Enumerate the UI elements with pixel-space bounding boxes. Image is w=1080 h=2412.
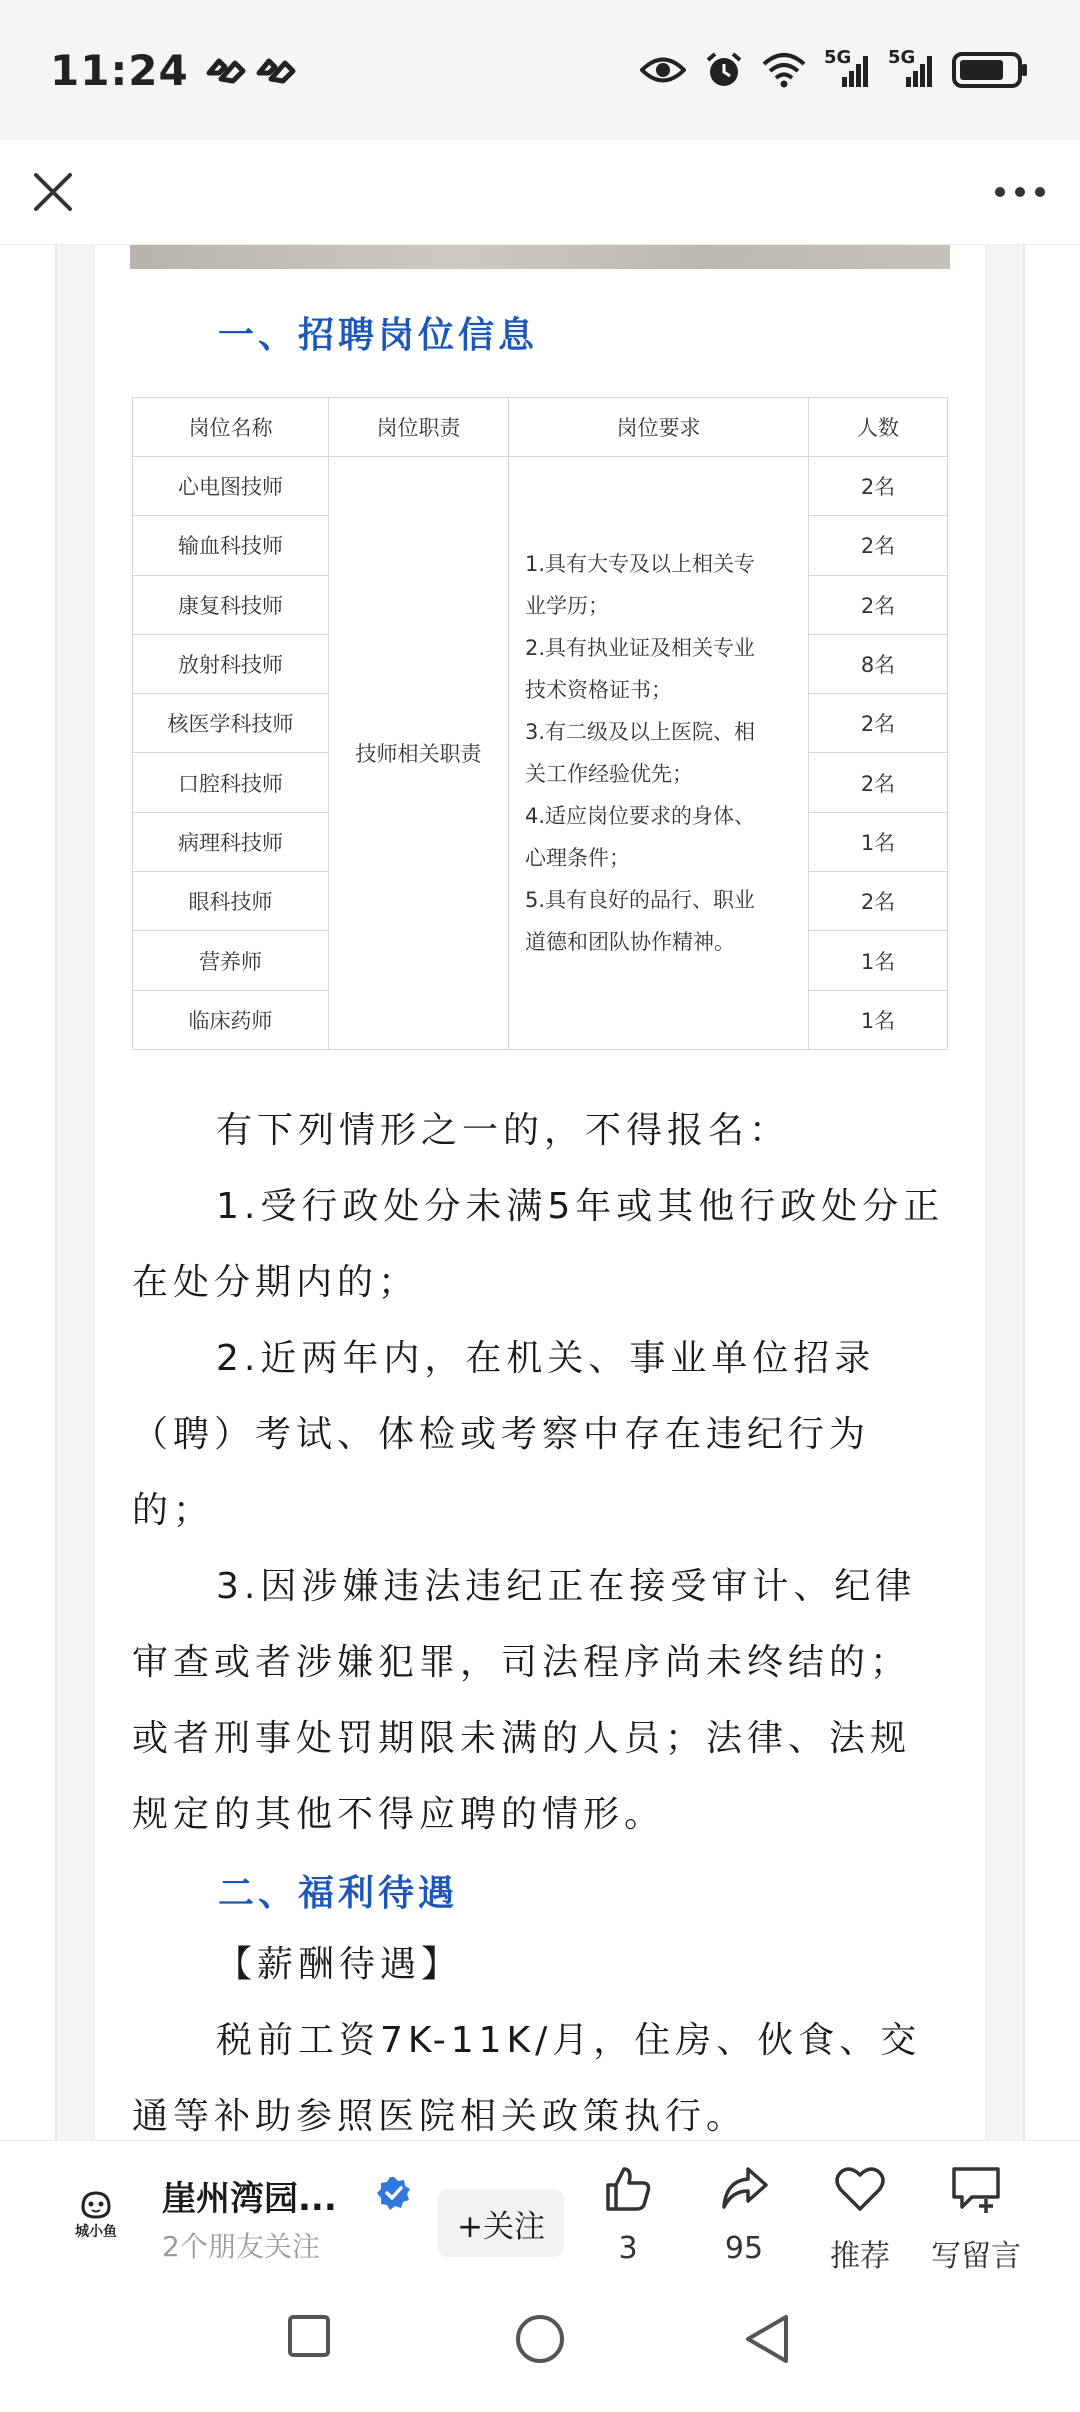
position-count: 8名 (809, 634, 948, 693)
position-name: 康复科技师 (133, 575, 329, 634)
disqualify-item: 2.近两年内，在机关、事业单位招录（聘）考试、体检或考察中存在违纪行为的； (132, 1338, 876, 1531)
position-name: 眼科技师 (133, 872, 329, 931)
eye-icon (640, 55, 686, 85)
requirement-line: 5.具有良好的品行、职业 (525, 887, 756, 912)
table-header: 岗位职责 (329, 398, 509, 457)
thumbs-up-icon (602, 2163, 654, 2219)
table-header: 人数 (809, 398, 948, 457)
avatar-text: 城小鱼 (75, 2224, 117, 2240)
position-name: 输血科技师 (133, 516, 329, 575)
requirement-line: 1.具有大专及以上相关专 (525, 551, 756, 576)
requirement-line: 心理条件； (525, 845, 630, 870)
battery-icon (952, 51, 1030, 89)
account-avatar[interactable] (64, 2183, 128, 2247)
position-count: 2名 (809, 694, 948, 753)
position-count: 2名 (809, 575, 948, 634)
requirement-line: 业学历； (525, 593, 609, 618)
position-count: 2名 (809, 872, 948, 931)
signal-5g-icon (888, 47, 934, 89)
article-content[interactable] (0, 245, 1080, 2140)
signal-5g-label: 5G (824, 47, 852, 68)
status-bar (0, 0, 1080, 140)
table-row (133, 457, 948, 516)
salary-subheading: 【薪酬待遇】 (216, 1944, 463, 1985)
position-count: 1名 (809, 990, 948, 1049)
position-count: 1名 (809, 812, 948, 871)
requirement-line: 道德和团队协作精神。 (525, 929, 735, 954)
disqualify-item: 3.因涉嫌违法违纪正在接受审计、纪律审查或者涉嫌犯罪，司法程序尚未终结的；或者刑事处罚期限未满的人员；法律、法规规定的其他不得应聘的情形。 (132, 1566, 917, 1835)
follow-button[interactable]: +关注 (438, 2189, 564, 2257)
table-header-row (133, 398, 948, 457)
wifi-icon (762, 52, 806, 88)
requirement-line: 4.适应岗位要求的身体、 (525, 803, 756, 828)
fish-mascot-icon (79, 2189, 113, 2219)
like-button[interactable] (568, 2163, 688, 2283)
nav-bar (0, 140, 1080, 245)
comment-label: 写留言 (931, 2239, 1021, 2274)
position-name: 病理科技师 (133, 812, 329, 871)
share-count: 95 (724, 2231, 764, 2266)
section-heading-positions: 一、招聘岗位信息 (218, 315, 539, 356)
recents-square-icon[interactable] (286, 2313, 332, 2363)
article-action-bar (0, 2140, 1080, 2285)
disqualify-section (132, 1093, 947, 1853)
status-time: 11:24 (50, 45, 189, 95)
benefits-section (132, 1927, 947, 2140)
salary-text: 税前工资7K-11K/月，住房、伙食、交通等补助参照医院相关政策执行。 (132, 2020, 922, 2137)
position-name: 临床药师 (133, 990, 329, 1049)
system-navigation-bar (0, 2285, 1080, 2412)
more-icon[interactable] (990, 169, 1050, 215)
alarm-icon (704, 50, 744, 90)
disqualify-item: 1.受行政处分未满5年或其他行政处分正在处分期内的； (132, 1186, 945, 1303)
back-triangle-icon[interactable] (742, 2313, 792, 2369)
recommend-label: 推荐 (830, 2239, 890, 2274)
table-header: 岗位名称 (133, 398, 329, 457)
section-heading-benefits: 二、福利待遇 (218, 1873, 459, 1914)
home-circle-icon[interactable] (514, 2313, 566, 2369)
share-arrow-icon (718, 2163, 770, 2219)
like-count: 3 (618, 2231, 638, 2266)
signal-5g-icon (824, 47, 870, 89)
requirement-line: 关工作经验优先； (525, 761, 693, 786)
positions-table (132, 397, 948, 1050)
position-duty: 技师相关职责 (329, 457, 509, 1050)
tiktok-icon (255, 53, 297, 87)
recommend-button[interactable] (800, 2163, 920, 2283)
position-name: 营养师 (133, 931, 329, 990)
verified-badge-icon (376, 2175, 412, 2215)
disqualify-intro: 有下列情形之一的，不得报名： (216, 1110, 791, 1151)
position-requirements (509, 457, 809, 1050)
account-name[interactable]: 崖州湾园... (162, 2179, 337, 2219)
followers-text: 2个朋友关注 (162, 2230, 320, 2263)
requirement-line: 2.具有执业证及相关专业 (525, 635, 756, 660)
article-image-bottom-edge (130, 245, 950, 269)
comment-icon (948, 2163, 1004, 2219)
signal-5g-label: 5G (888, 47, 916, 68)
table-header: 岗位要求 (509, 398, 809, 457)
position-name: 口腔科技师 (133, 753, 329, 812)
close-icon[interactable] (30, 169, 76, 215)
comment-button[interactable] (916, 2163, 1036, 2283)
tiktok-icon (205, 53, 247, 87)
position-name: 心电图技师 (133, 457, 329, 516)
position-count: 1名 (809, 931, 948, 990)
share-button[interactable] (684, 2163, 804, 2283)
position-count: 2名 (809, 516, 948, 575)
position-name: 放射科技师 (133, 634, 329, 693)
position-name: 核医学科技师 (133, 694, 329, 753)
requirement-line: 3.有二级及以上医院、相 (525, 719, 756, 744)
position-count: 2名 (809, 753, 948, 812)
heart-icon (833, 2163, 887, 2219)
position-count: 2名 (809, 457, 948, 516)
requirement-line: 技术资格证书； (525, 677, 672, 702)
